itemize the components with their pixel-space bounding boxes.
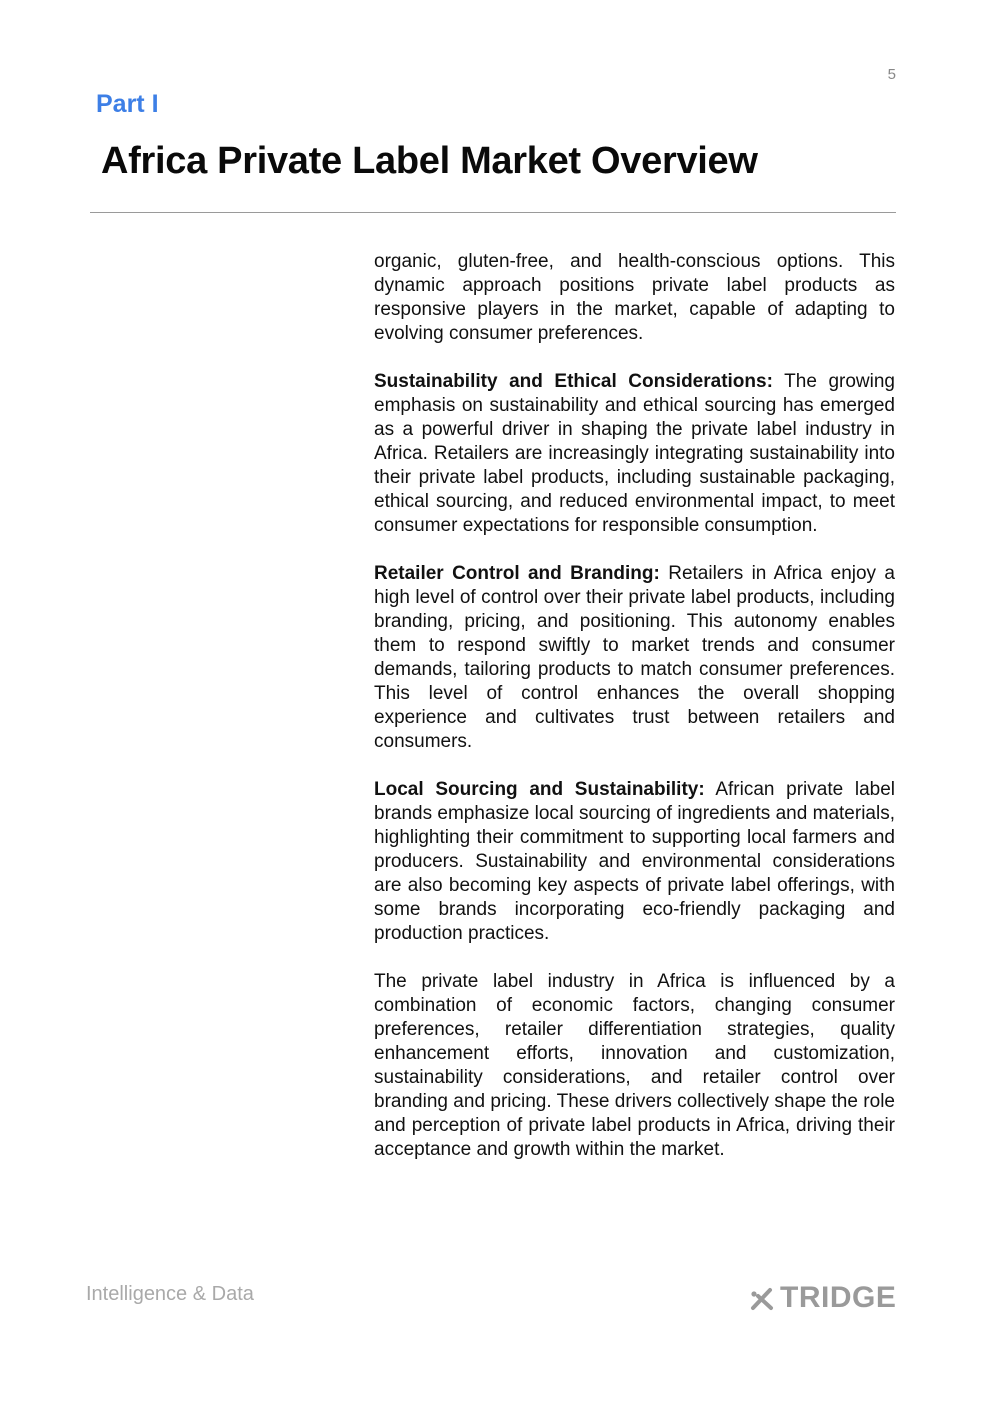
paragraph-heading: Local Sourcing and Sustainability: [374,779,705,800]
paragraph-heading: Retailer Control and Branding: [374,563,660,584]
page-title: Africa Private Label Market Overview [101,140,758,182]
paragraph-summary [374,970,895,1162]
footer-tagline: Intelligence & Data [86,1283,254,1305]
paragraph-sustainability-ethical [374,370,895,538]
part-label: Part I [96,90,159,118]
tridge-logo [748,1280,896,1316]
page-number: 5 [887,66,896,83]
paragraph-text: The private label industry in Africa is influenced by a combination of economic factors, changing consumer preferences, retailer differentiation strategies, quality enhancement efforts, innovation and customization, sustainability considerations, and retailer control over branding and pricing. These drivers collectively shape the role and perception of private label products in Africa, driving their acceptance and growth within the market. [374,971,895,1160]
title-divider [90,212,896,213]
paragraph-text: Retailers in Africa enjoy a high level of control over their private label products, including branding, pricing, and positioning. This autonomy enables them to respond swiftly to market trends and consumer demands, tailoring products to match consumer preferences. This level of control enhances the overall shopping experience and cultivates trust between retailers and consumers. [374,563,895,752]
paragraph-text: The growing emphasis on sustainability and ethical sourcing has emerged as a powerful driver in shaping the private label industry in Africa. Retailers are increasingly integrating sustainability into their private label products, including sustainable packaging, ethical sourcing, and reduced environmental impact, to meet consumer expectations for responsible consumption. [374,371,895,536]
tridge-logo-icon [748,1284,776,1312]
logo-wordmark: TRIDGE [780,1281,897,1314]
paragraph-text: organic, gluten-free, and health-conscious options. This dynamic approach positions private label products as responsive players in the market, capable of adapting to evolving consumer preferences. [374,251,895,344]
paragraph-text: African private label brands emphasize local sourcing of ingredients and materials, highlighting their commitment to supporting local farmers and producers. Sustainability and environmental considerations are also becoming key aspects of private label offerings, with some brands incorporating eco-friendly packaging and production practices. [374,779,895,944]
paragraph-retailer-control [374,562,895,754]
body-column [374,250,895,1186]
paragraph-intro-continuation [374,250,895,346]
paragraph-heading: Sustainability and Ethical Considerations: [374,371,773,392]
paragraph-local-sourcing [374,778,895,946]
